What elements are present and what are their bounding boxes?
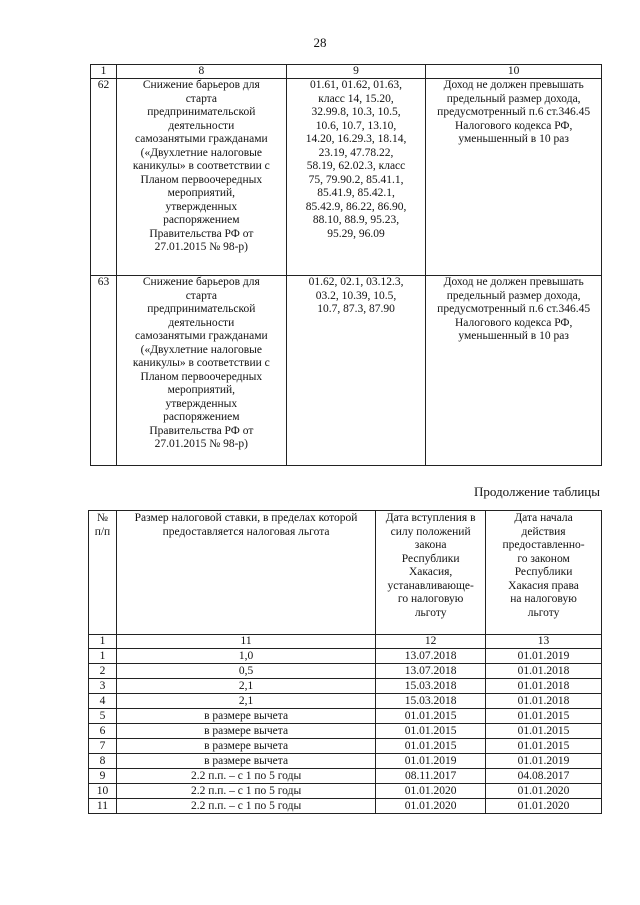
condition-cell: Доход не должен превышать предельный размер дохода, предусмотренный п.6 ст.346.45 Налогового кодекса РФ, уменьшенный в 10 раз [426, 276, 602, 466]
header-effective-date: Дата вступления в силу положений закона Республики Хакасия, устанавливающе- го налоговую льготу [376, 511, 486, 635]
table-continuation-caption: Продолжение таблицы [474, 484, 600, 499]
start-date-cell: 01.01.2015 [486, 724, 602, 739]
row-number: 3 [89, 679, 117, 694]
row-number: 10 [89, 784, 117, 799]
measure-cell: Снижение барьеров для старта предпринимательской деятельности самозанятыми гражданами («Двухлетние налоговые каникулы» в соответствии с Планом первоочередных мероприятий, утвержденных распоряжением Правительства РФ от 27.01.2015 № 98-р) [116, 276, 286, 466]
start-date-cell: 01.01.2020 [486, 784, 602, 799]
start-date-cell: 01.01.2015 [486, 739, 602, 754]
table-row [89, 694, 602, 709]
row-number: 9 [89, 769, 117, 784]
table-row [89, 664, 602, 679]
tax-rate-cell: в размере вычета [116, 724, 375, 739]
table-row [89, 649, 602, 664]
row-number: 62 [91, 79, 117, 276]
row-number: 5 [89, 709, 117, 724]
effective-date-cell: 01.01.2020 [376, 784, 486, 799]
start-date-cell: 01.01.2015 [486, 709, 602, 724]
row-number: 6 [89, 724, 117, 739]
table-row [89, 724, 602, 739]
activity-codes-cell: 01.62, 02.1, 03.12.3, 03.2, 10.39, 10.5, 10.7, 87.3, 87.90 [286, 276, 426, 466]
column-number-9: 9 [286, 65, 426, 79]
header-number: № п/п [89, 511, 117, 635]
row-number: 7 [89, 739, 117, 754]
column-number-1: 1 [89, 635, 117, 649]
start-date-cell: 01.01.2019 [486, 754, 602, 769]
column-number-1: 1 [91, 65, 117, 79]
column-number-13: 13 [486, 635, 602, 649]
table-row [91, 79, 602, 276]
row-number: 1 [89, 649, 117, 664]
start-date-cell: 04.08.2017 [486, 769, 602, 784]
effective-date-cell: 08.11.2017 [376, 769, 486, 784]
tax-rate-cell: 2.2 п.п. – с 1 по 5 годы [116, 769, 375, 784]
table-row [89, 739, 602, 754]
tax-rate-cell: 2,1 [116, 679, 375, 694]
start-date-cell: 01.01.2018 [486, 664, 602, 679]
effective-date-cell: 15.03.2018 [376, 679, 486, 694]
table-header-row [91, 65, 602, 79]
table-row [89, 799, 602, 814]
effective-date-cell: 15.03.2018 [376, 694, 486, 709]
table-row [89, 709, 602, 724]
start-date-cell: 01.01.2018 [486, 679, 602, 694]
tax-rate-cell: в размере вычета [116, 754, 375, 769]
row-number: 8 [89, 754, 117, 769]
column-number-10: 10 [426, 65, 602, 79]
measure-cell: Снижение барьеров для старта предпринимательской деятельности самозанятыми гражданами («Двухлетние налоговые каникулы» в соответствии с Планом первоочередных мероприятий, утвержденных распоряжением Правительства РФ от 27.01.2015 № 98-р) [116, 79, 286, 276]
start-date-cell: 01.01.2019 [486, 649, 602, 664]
row-number: 63 [91, 276, 117, 466]
tax-rate-cell: в размере вычета [116, 709, 375, 724]
column-number-11: 11 [116, 635, 375, 649]
tax-rate-rows [89, 649, 602, 814]
tax-rate-table [88, 510, 602, 814]
effective-date-cell: 13.07.2018 [376, 649, 486, 664]
page-number: 28 [313, 35, 327, 50]
header-start-date: Дата начала действия предоставленно- го законом Республики Хакасия права на налоговую льготу [486, 511, 602, 635]
row-number: 11 [89, 799, 117, 814]
table-row [89, 754, 602, 769]
condition-cell: Доход не должен превышать предельный размер дохода, предусмотренный п.6 ст.346.45 Налогового кодекса РФ, уменьшенный в 10 раз [426, 79, 602, 276]
activity-codes-cell: 01.61, 01.62, 01.63, класс 14, 15.20, 32.99.8, 10.3, 10.5, 10.6, 10.7, 13.10, 14.20, 16.29.3, 18.14, 23.19, 47.78.22, 58.19, 62.02.3, класс 75, 79.90.2, 85.41.1, 85.41.9, 85.42.1, 85.42.9, 86.22, 86.90, 88.10, 88.9, 95.23, 95.29, 96.09 [286, 79, 426, 276]
effective-date-cell: 13.07.2018 [376, 664, 486, 679]
effective-date-cell: 01.01.2019 [376, 754, 486, 769]
table-row [89, 784, 602, 799]
table-header-row [89, 511, 602, 635]
effective-date-cell: 01.01.2015 [376, 724, 486, 739]
column-number-8: 8 [116, 65, 286, 79]
row-number: 4 [89, 694, 117, 709]
table-row [91, 276, 602, 466]
start-date-cell: 01.01.2020 [486, 799, 602, 814]
effective-date-cell: 01.01.2015 [376, 739, 486, 754]
table-row [89, 769, 602, 784]
tax-rate-cell: в размере вычета [116, 739, 375, 754]
tax-rate-cell: 1,0 [116, 649, 375, 664]
effective-date-cell: 01.01.2015 [376, 709, 486, 724]
tax-rate-cell: 2,1 [116, 694, 375, 709]
tax-rate-cell: 0,5 [116, 664, 375, 679]
benefits-table-continued [90, 64, 602, 466]
row-number: 2 [89, 664, 117, 679]
effective-date-cell: 01.01.2020 [376, 799, 486, 814]
header-tax-rate: Размер налоговой ставки, в пределах которой предоставляется налоговая льгота [116, 511, 375, 635]
tax-rate-cell: 2.2 п.п. – с 1 по 5 годы [116, 799, 375, 814]
column-number-12: 12 [376, 635, 486, 649]
column-numbers-row [89, 635, 602, 649]
start-date-cell: 01.01.2018 [486, 694, 602, 709]
table-row [89, 679, 602, 694]
tax-rate-cell: 2.2 п.п. – с 1 по 5 годы [116, 784, 375, 799]
